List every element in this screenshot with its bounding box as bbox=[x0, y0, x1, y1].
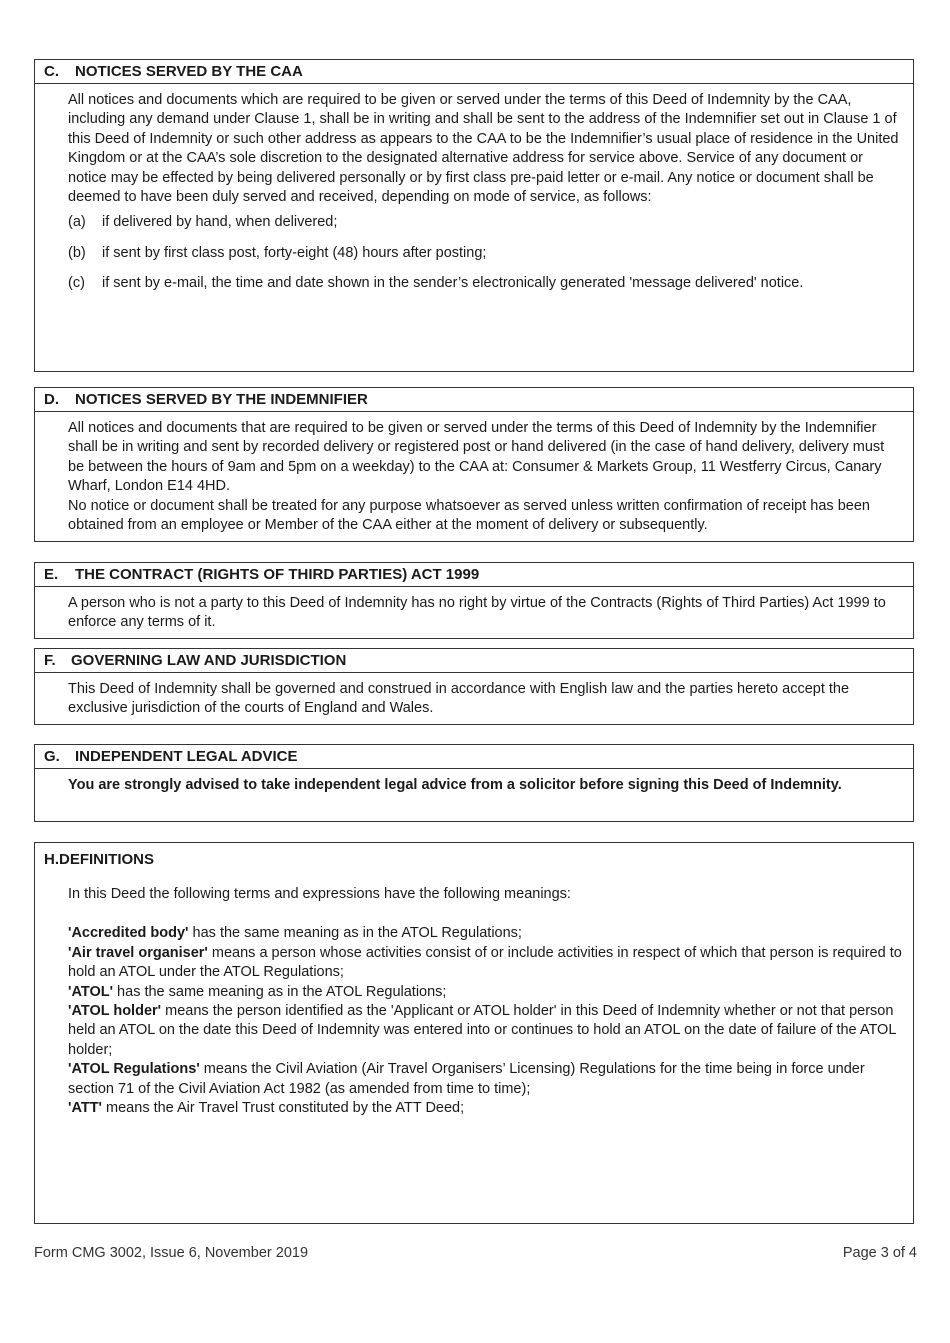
section-header bbox=[35, 649, 913, 673]
definition-text: means a person whose activities consist of or include activities in respect of which that person is required to hold an ATOL under the ATOL Regulations; bbox=[68, 944, 902, 981]
paragraph: All notices and documents that are required to be given or served under the terms of this Deed of Indemnity by the Indemnifier shall be in writing and sent by recorded delivery or registered post or hand delivered (in the case of hand delivery, delivery must be between the hours of 9am and 5pm on a weekday) to the CAA at: Consumer & Markets Group, 11 Westferry Circus, Canary Wharf, London E14 4HD. bbox=[68, 420, 885, 495]
list-item bbox=[68, 244, 903, 263]
section-letter: F. bbox=[44, 652, 56, 669]
section-letter: C. bbox=[44, 63, 59, 80]
section-body bbox=[35, 769, 913, 795]
section-header bbox=[35, 563, 913, 587]
section-title: INDEPENDENT LEGAL ADVICE bbox=[75, 748, 298, 765]
paragraph: This Deed of Indemnity shall be governed and construed in accordance with English law and the parties hereto accept the exclusive jurisdiction of the courts of England and Wales. bbox=[68, 681, 850, 717]
definition-term: 'Air travel organiser' bbox=[68, 944, 208, 961]
section-header bbox=[35, 843, 913, 873]
section-header bbox=[35, 745, 913, 769]
definition-text: has the same meaning as in the ATOL Regulations; bbox=[113, 983, 447, 1000]
list-text: if sent by e-mail, the time and date shown in the sender’s electronically generated 'message delivered' notice. bbox=[102, 275, 804, 292]
list-text: if sent by first class post, forty-eight (48) hours after posting; bbox=[102, 244, 487, 261]
definitions-list bbox=[68, 924, 903, 1118]
section-body bbox=[35, 873, 913, 1118]
definition bbox=[68, 944, 903, 983]
section-notices-by-caa bbox=[34, 59, 914, 372]
definition-text: means the Civil Aviation (Air Travel Organisers’ Licensing) Regulations for the time being in force under section 71 of the Civil Aviation Act 1982 (as amended from time to time); bbox=[68, 1061, 865, 1097]
section-body bbox=[35, 673, 913, 719]
definition-term: 'Accredited body' bbox=[68, 925, 189, 942]
definition bbox=[68, 1060, 903, 1099]
definition bbox=[68, 1099, 903, 1118]
section-title: THE CONTRACT (RIGHTS OF THIRD PARTIES) ACT 1999 bbox=[75, 566, 480, 583]
section-third-parties-act bbox=[34, 562, 914, 639]
section-title: NOTICES SERVED BY THE INDEMNIFIER bbox=[75, 391, 368, 408]
definition-term: 'ATOL holder' bbox=[68, 1003, 162, 1020]
list-marker: (b) bbox=[68, 244, 86, 261]
section-title: GOVERNING LAW AND JURISDICTION bbox=[71, 652, 347, 669]
paragraph: A person who is not a party to this Deed of Indemnity has no right by virtue of the Contracts (Rights of Third Parties) Act 1999 to enforce any terms of it. bbox=[68, 595, 886, 631]
definition-text: means the Air Travel Trust constituted by the ATT Deed; bbox=[102, 1100, 465, 1117]
section-title: NOTICES SERVED BY THE CAA bbox=[75, 63, 303, 80]
definition-text: means the person identified as the 'Applicant or ATOL holder' in this Deed of Indemnity whether or not that person held an ATOL on the date this Deed of Indemnity was entered into or continues to hold an ATOL on the date of failure of the ATOL holder; bbox=[68, 1003, 896, 1058]
list-item bbox=[68, 213, 903, 232]
footer-page-number: Page 3 of 4 bbox=[842, 1245, 917, 1261]
paragraph: In this Deed the following terms and expressions have the following meanings: bbox=[68, 886, 571, 902]
list-marker: (a) bbox=[68, 214, 86, 231]
definition-term: 'ATT' bbox=[68, 1100, 103, 1117]
section-letter: G. bbox=[44, 748, 60, 765]
list-text: if delivered by hand, when delivered; bbox=[102, 214, 338, 231]
definition-term: 'ATOL Regulations' bbox=[68, 1061, 200, 1078]
section-body bbox=[35, 587, 913, 633]
section-notices-by-indemnifier bbox=[34, 387, 914, 542]
section-governing-law bbox=[34, 648, 914, 725]
section-body bbox=[35, 412, 913, 535]
definition bbox=[68, 924, 903, 943]
section-title: DEFINITIONS bbox=[59, 851, 155, 868]
definition-text: has the same meaning as in the ATOL Regulations; bbox=[188, 925, 522, 942]
section-definitions bbox=[34, 842, 914, 1224]
definition bbox=[68, 1002, 903, 1060]
definition-term: 'ATOL' bbox=[68, 983, 114, 1000]
section-letter: H. bbox=[44, 851, 59, 868]
footer-form-id: Form CMG 3002, Issue 6, November 2019 bbox=[34, 1245, 309, 1261]
section-body bbox=[35, 84, 913, 294]
list-marker: (c) bbox=[68, 275, 85, 292]
section-header bbox=[35, 60, 913, 84]
definition bbox=[68, 983, 903, 1002]
section-legal-advice bbox=[34, 744, 914, 822]
section-header bbox=[35, 388, 913, 412]
paragraph: All notices and documents which are required to be given or served under the terms of this Deed of Indemnity by the CAA, including any demand under Clause 1, shall be in writing and shall be sent to the address of the Indemnifier set out in Clause 1 of this Deed of Indemnity or such other address as appears to the CAA to be the Indemnifier’s usual place of residence in the United Kingdom or at the CAA’s sole discretion to the designated alternative address for service above. Service of any document or notice may be effected by being delivered personally or by first class pre-paid letter or e-mail. Any notice or document shall be deemed to have been duly served and received, depending on mode of service, as follows: bbox=[68, 92, 899, 206]
section-letter: D. bbox=[44, 391, 59, 408]
list-item bbox=[68, 274, 903, 293]
paragraph: No notice or document shall be treated for any purpose whatsoever as served unless written confirmation of receipt has been obtained from an employee or Member of the CAA either at the moment of delivery or subsequently. bbox=[68, 497, 870, 534]
paragraph: You are strongly advised to take independent legal advice from a solicitor before signing this Deed of Indemnity. bbox=[68, 777, 842, 793]
section-letter: E. bbox=[44, 566, 59, 583]
